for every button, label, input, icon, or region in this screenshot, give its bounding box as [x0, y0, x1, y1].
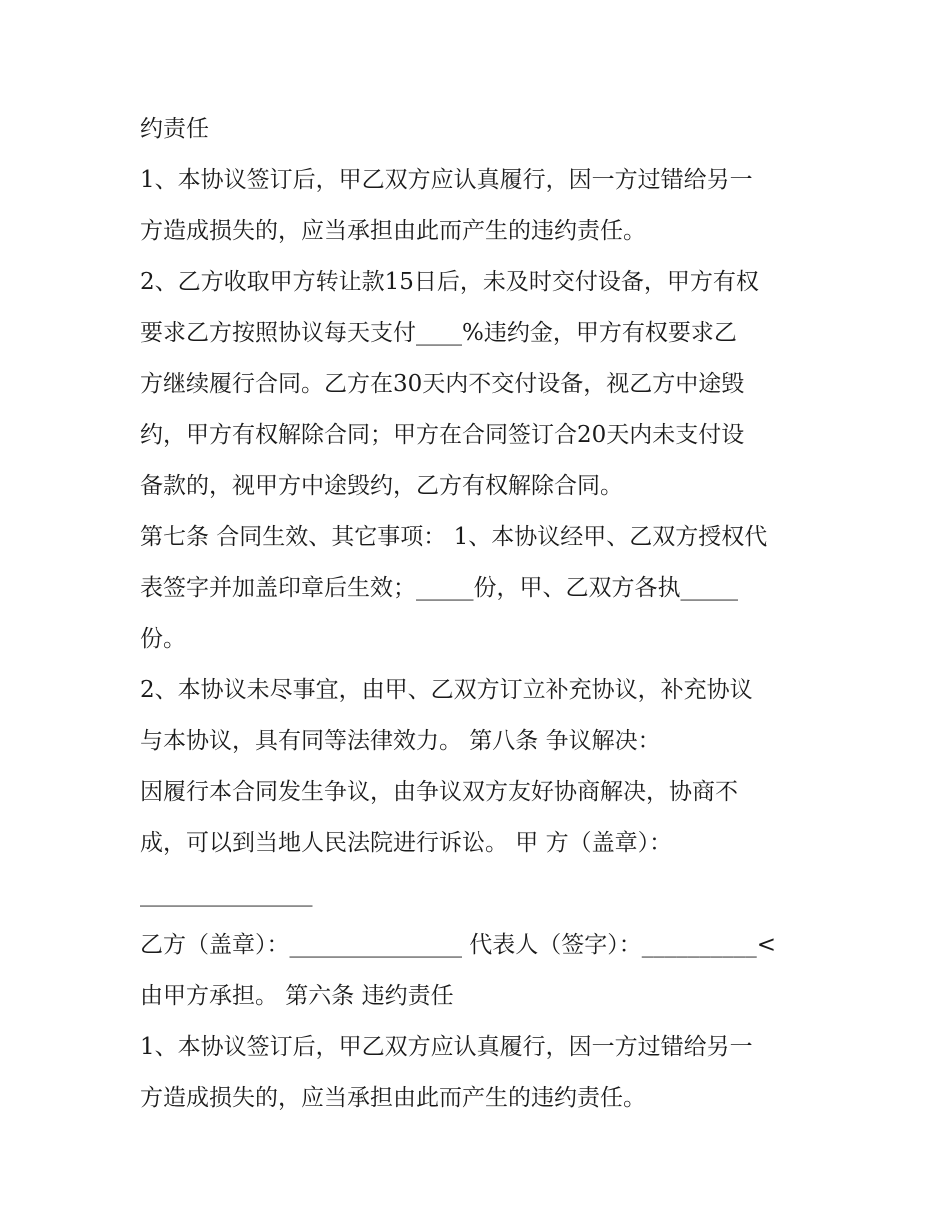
text-line: 2、本协议未尽事宜，由甲、乙双方订立补充协议，补充协议: [140, 677, 753, 703]
text-line: 第七条 合同生效、其它事项： 1、本协议经甲、乙双方授权代: [140, 524, 768, 550]
text-line: 份。: [140, 626, 186, 652]
text-line: 约责任: [140, 116, 209, 142]
text-line: 方继续履行合同。乙方在30天内不交付设备，视乙方中途毁: [140, 371, 745, 397]
text-line: 与本协议，具有同等法律效力。 第八条 争议解决：: [140, 728, 661, 754]
text-line: 1、本协议签订后，甲乙双方应认真履行，因一方过错给另一: [140, 1034, 753, 1060]
text-line: _______________: [140, 881, 313, 907]
text-line: 方造成损失的，应当承担由此而产生的违约责任。: [140, 1085, 646, 1111]
contract-text: [140, 112, 820, 1132]
text-line: 成，可以到当地人民法院进行诉讼。 甲 方（盖章）：: [140, 830, 673, 856]
text-line: 方造成损失的，应当承担由此而产生的违约责任。: [140, 218, 646, 244]
text-line: 1、本协议签订后，甲乙双方应认真履行，因一方过错给另一: [140, 167, 753, 193]
text-line: 乙方（盖章）：_______________ 代表人（签字）：__________<: [140, 932, 777, 958]
text-line: 表签字并加盖印章后生效；_____份，甲、乙双方各执_____: [140, 575, 738, 601]
text-line: 由甲方承担。 第六条 违约责任: [140, 983, 454, 1009]
text-line: 约，甲方有权解除合同；甲方在合同签订合20天内未支付设: [140, 422, 745, 448]
text-line: 因履行本合同发生争议，由争议双方友好协商解决，协商不: [140, 779, 738, 805]
text-line: 备款的，视甲方中途毁约，乙方有权解除合同。: [140, 473, 623, 499]
text-line: 2、乙方收取甲方转让款15日后，未及时交付设备，甲方有权: [140, 269, 759, 295]
text-line: 要求乙方按照协议每天支付____%违约金，甲方有权要求乙: [140, 320, 737, 346]
